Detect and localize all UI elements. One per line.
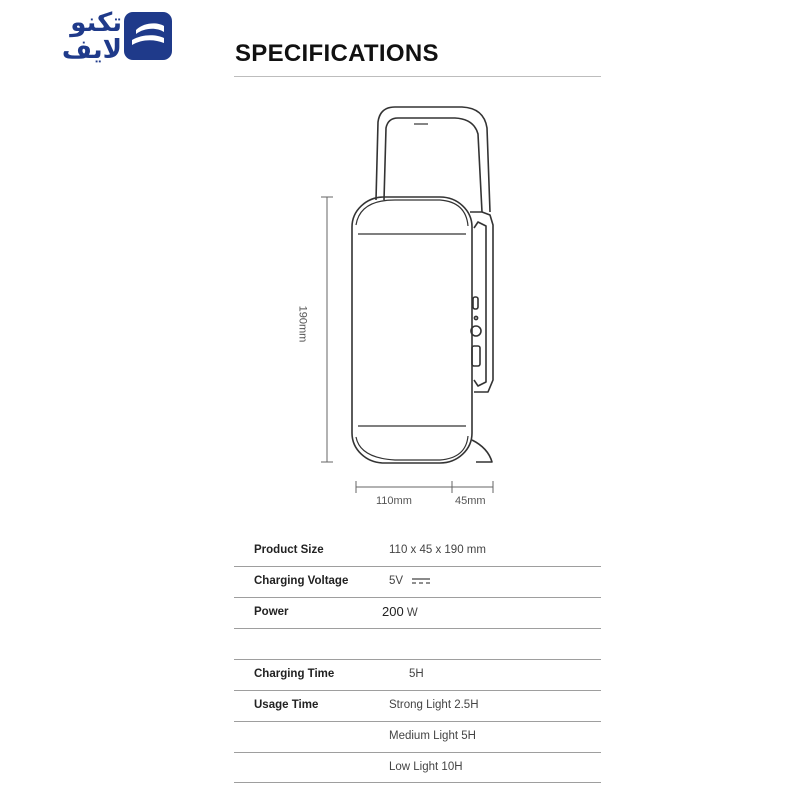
spec-row-charging-voltage — [234, 567, 601, 597]
spec-row-usage-time — [234, 691, 601, 721]
spec-value-wrap — [389, 575, 430, 587]
depth-dimension-label: 45mm — [455, 495, 486, 507]
power-number: 200 — [382, 604, 404, 619]
spec-label: Product Size — [254, 544, 324, 556]
spec-label: Usage Time — [254, 699, 319, 711]
spec-label: Charging Voltage — [254, 575, 349, 587]
spec-value-wrap — [382, 604, 418, 619]
row-divider — [234, 782, 601, 783]
logo-line-2: لایف — [61, 35, 122, 65]
spec-value: 5V — [389, 575, 404, 587]
spec-value: Medium Light 5H — [389, 730, 476, 742]
spec-value: 110 x 45 x 190 mm — [389, 544, 486, 556]
spec-value: Strong Light 2.5H — [389, 699, 479, 711]
spec-row-usage-low — [234, 753, 601, 783]
power-unit: W — [406, 607, 418, 619]
width-dimension-label: 110mm — [376, 495, 412, 507]
height-dimension-label: 190mm — [296, 305, 309, 343]
spec-row-power — [234, 598, 601, 628]
logo-line-1: تکنو — [70, 8, 122, 38]
spec-row-product-size — [234, 536, 601, 566]
spec-value: 5H — [409, 668, 424, 680]
spec-row-charging-time — [234, 660, 601, 690]
page-title: SPECIFICATIONS — [235, 40, 439, 67]
spec-value: Low Light 10H — [389, 761, 463, 773]
spec-label: Charging Time — [254, 668, 335, 680]
spec-row-usage-medium — [234, 722, 601, 752]
spec-label: Power — [254, 606, 289, 618]
dc-symbol-icon — [412, 577, 430, 585]
row-divider — [234, 628, 601, 629]
